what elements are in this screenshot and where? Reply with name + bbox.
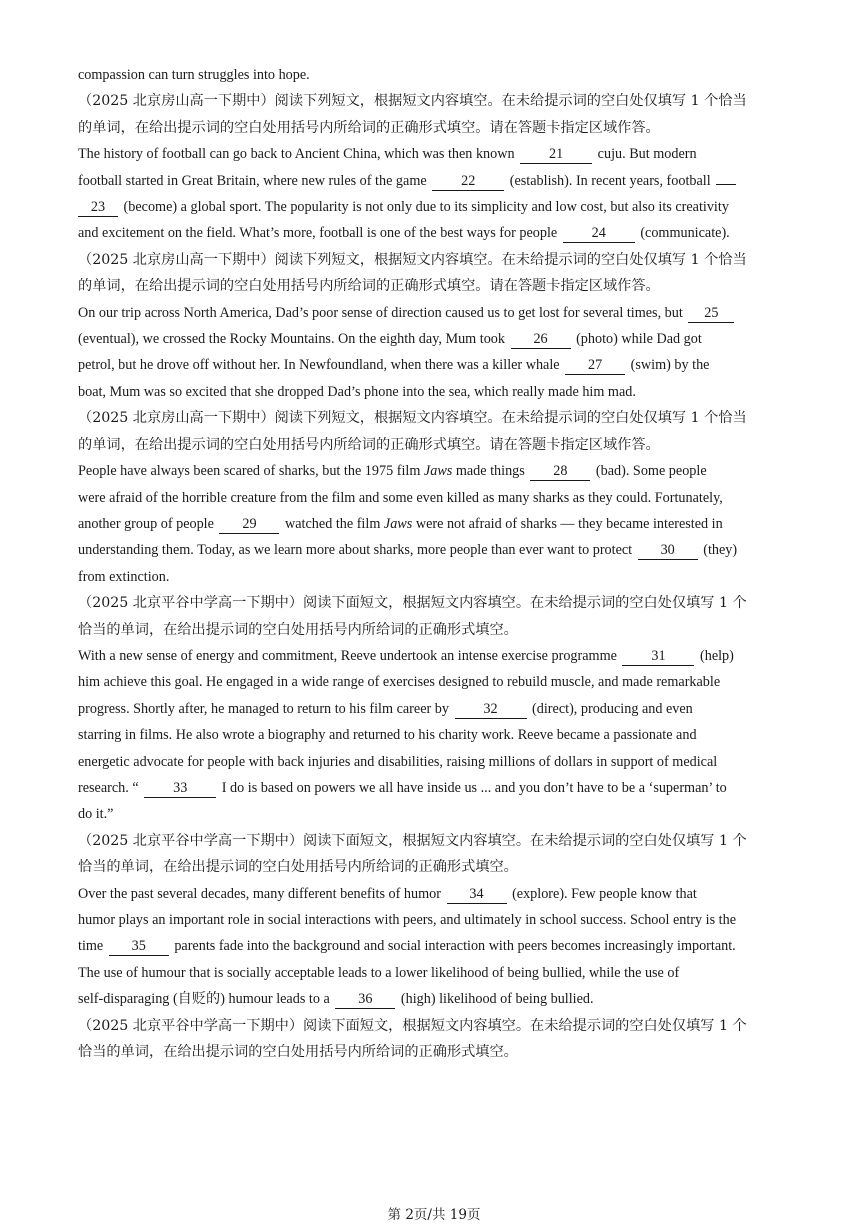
instruction-text: 的单词，在给出提示词的空白处用括号内所给词的正确形式填空。请在答题卡指定区域作答。 (78, 278, 660, 295)
passage-text: humor plays an important role in social interactions with peers, and ultimately in school success. School entry is the (78, 912, 737, 928)
blank-36: 36 (335, 991, 395, 1009)
passage-text: from extinction. (78, 568, 170, 585)
film-title: Jaws (423, 463, 453, 480)
instruction-text: （2025 北京平谷中学高一下期中）阅读下面短文，根据短文内容填空。在未给提示词的空白处仅填写 1 个 (78, 832, 747, 849)
passage-line: progress. Shortly after, he managed to return to his film career by 32 (direct), producing and even (78, 700, 693, 717)
passage-text: compassion can turn struggles into hope. (78, 67, 310, 83)
passage-line: The history of football can go back to Ancient China, which was then known 21 cuju. But modern (78, 146, 697, 163)
instruction-text: （2025 北京房山高一下期中）阅读下列短文，根据短文内容填空。在未给提示词的空白处仅填写 1 个恰当 (78, 251, 747, 268)
blank-30: 30 (638, 542, 698, 560)
blank-33: 33 (144, 780, 216, 798)
passage-line: time 35 parents fade into the background and social interaction with peers becomes increasingly important. (78, 938, 736, 955)
passage-line: (eventual), we crossed the Rocky Mountains. On the eighth day, Mum took 26 (photo) while Dad got (78, 331, 702, 348)
passage-line: research. “ 33 I do is based on powers we all have inside us ... and you don’t have to be a ‘superman’ to (78, 779, 727, 796)
passage-line: understanding them. Today, as we learn more about sharks, more people than ever want to protect 30 (they) (78, 542, 738, 559)
passage-text: The use of humour that is socially acceptable leads to a lower likelihood of being bullied, while the use of (78, 964, 680, 981)
passage-text: him achieve this goal. He engaged in a wide range of exercises designed to rebuild muscle, and made remarkable (78, 674, 721, 691)
passage-text: starring in films. He also wrote a biography and returned to his charity work. Reeve became a passionate and (78, 727, 697, 744)
passage-text: boat, Mum was so excited that she dropped Dad’s phone into the sea, which really made him mad. (78, 383, 636, 400)
document-page (78, 62, 798, 1065)
instruction-text: （2025 北京房山高一下期中）阅读下列短文，根据短文内容填空。在未给提示词的空白处仅填写 1 个恰当 (78, 93, 747, 110)
blank-26: 26 (511, 331, 571, 349)
instruction-text: 的单词，在给出提示词的空白处用括号内所给词的正确形式填空。请在答题卡指定区域作答。 (78, 436, 660, 453)
passage-line: On our trip across North America, Dad’s poor sense of direction caused us to get lost for several times, but 25 (78, 300, 798, 326)
blank-29: 29 (219, 516, 279, 534)
passage-text: do it.” (78, 806, 114, 823)
film-title: Jaws (383, 515, 413, 532)
instruction-text: 的单词，在给出提示词的空白处用括号内所给词的正确形式填空。请在答题卡指定区域作答。 (78, 119, 660, 136)
page-number: 第 2页/共 19页 (387, 1207, 481, 1223)
passage-text: were afraid of the horrible creature from the film and some even killed as many sharks as they could. Fortunately, (78, 489, 723, 506)
passage-text: energetic advocate for people with back injuries and disabilities, raising millions of dollars in support of medical (78, 753, 718, 770)
passage-line: With a new sense of energy and commitment, Reeve undertook an intense exercise programme 31 (help) (78, 647, 734, 664)
passage-line: Over the past several decades, many different benefits of humor 34 (explore). Few people know that (78, 885, 697, 902)
blank-32: 32 (455, 701, 527, 719)
blank-23: 23 (78, 199, 118, 217)
blank-28: 28 (530, 463, 590, 481)
blank-22: 22 (432, 173, 504, 191)
blank-23-start (716, 184, 736, 185)
instruction-text: 恰当的单词，在给出提示词的空白处用括号内所给词的正确形式填空。 (78, 859, 518, 876)
passage-line: self-disparaging (自贬的) humour leads to a 36 (high) likelihood of being bullied. (78, 991, 594, 1008)
passage-line: 23 (become) a global sport. The popularity is not only due to its simplicity and low cost, but also its creativity (78, 194, 798, 220)
blank-31: 31 (622, 648, 694, 666)
passage-line: petrol, but he drove off without her. In Newfoundland, when there was a killer whale 27 (swim) by the (78, 357, 710, 374)
instruction-text: （2025 北京平谷中学高一下期中）阅读下面短文，根据短文内容填空。在未给提示词的空白处仅填写 1 个 (78, 595, 747, 612)
instruction-text: （2025 北京房山高一下期中）阅读下列短文，根据短文内容填空。在未给提示词的空白处仅填写 1 个恰当 (78, 410, 747, 427)
blank-27: 27 (565, 357, 625, 375)
blank-21: 21 (520, 146, 592, 164)
blank-25: 25 (688, 305, 734, 323)
passage-line: and excitement on the field. What’s more, football is one of the best ways for people 24 (communicate). (78, 225, 730, 242)
blank-24: 24 (563, 225, 635, 243)
passage-line: football started in Great Britain, where new rules of the game 22 (establish). In recent years, football (78, 168, 798, 194)
blank-34: 34 (447, 886, 507, 904)
blank-35: 35 (109, 938, 169, 956)
passage-line: another group of people 29 watched the film Jaws were not afraid of sharks — they became interested in (78, 515, 723, 532)
instruction-text: 恰当的单词，在给出提示词的空白处用括号内所给词的正确形式填空。 (78, 621, 518, 638)
passage-line: People have always been scared of sharks, but the 1975 film Jaws made things 28 (bad). Some people (78, 463, 707, 480)
instruction-text: （2025 北京平谷中学高一下期中）阅读下面短文，根据短文内容填空。在未给提示词的空白处仅填写 1 个 (78, 1017, 747, 1034)
instruction-text: 恰当的单词，在给出提示词的空白处用括号内所给词的正确形式填空。 (78, 1044, 518, 1061)
